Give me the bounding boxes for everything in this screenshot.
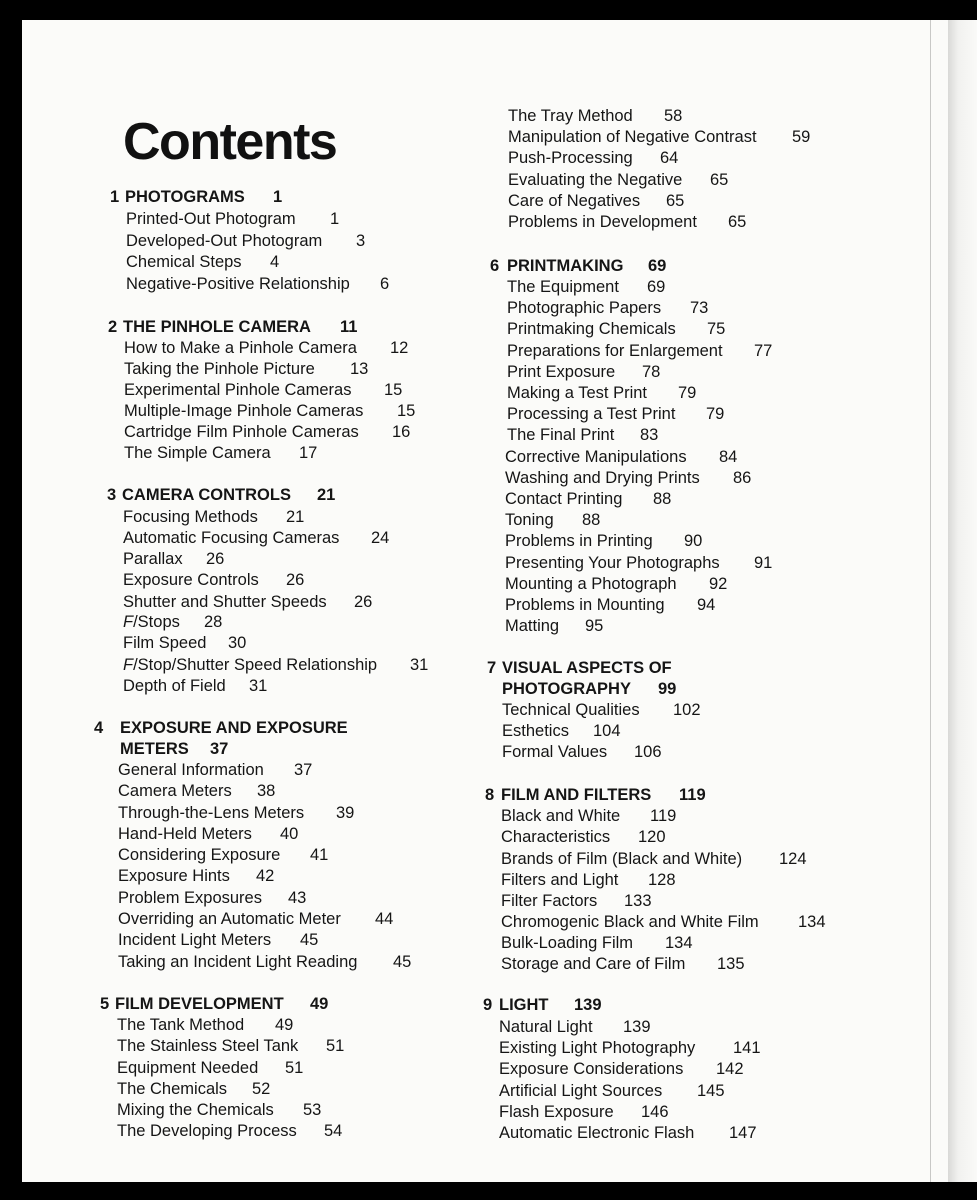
toc-entry-title: Photographic Papers [507,299,662,317]
toc-entry-page-number: 128 [648,871,676,889]
toc-entry-page-number: 26 [354,593,373,611]
toc-entry-title: Hand-Held Meters [118,825,252,843]
toc-entry-title: Incident Light Meters [118,931,272,949]
toc-entry-page-number: 12 [390,339,409,357]
toc-entry-title: General Information [118,761,264,779]
toc-entry-title: Depth of Field [123,677,226,695]
toc-entry-title: F/Stops [123,613,180,631]
toc-entry-page-number: 79 [706,405,725,423]
toc-entry-page-number: 15 [384,381,403,399]
toc-entry-title: The Stainless Steel Tank [117,1037,299,1055]
chapter-number: 8 [485,786,495,804]
toc-entry-page-number: 53 [303,1101,322,1119]
page-fold-line [930,20,931,1182]
toc-entry-title: Exposure Hints [118,867,230,885]
toc-entry-page-number: 86 [733,469,752,487]
toc-entry-title: Technical Qualities [502,701,640,719]
toc-entry-title: Taking the Pinhole Picture [124,360,315,378]
toc-entry-title: Care of Negatives [508,192,641,210]
toc-entry-title: Brands of Film (Black and White) [501,850,743,868]
toc-entry-title: Automatic Focusing Cameras [123,529,340,547]
toc-entry-page-number: 41 [310,846,329,864]
chapter-page-number: 69 [648,257,667,275]
toc-entry-page-number: 30 [228,634,247,652]
toc-entry-title: Camera Meters [118,782,232,800]
toc-entry-page-number: 102 [673,701,701,719]
toc-entry-page-number: 94 [697,596,716,614]
toc-entry-title: Washing and Drying Prints [505,469,700,487]
toc-entry-title: Presenting Your Photographs [505,554,720,572]
toc-entry-title: Bulk-Loading Film [501,934,634,952]
chapter-title: CAMERA CONTROLS [122,486,291,504]
toc-entry-page-number: 88 [653,490,672,508]
toc-entry-title: Exposure Controls [123,571,259,589]
toc-entry-title: Print Exposure [507,363,616,381]
toc-entry-title: Negative-Positive Relationship [126,275,350,293]
toc-entry-title: Corrective Manipulations [505,448,687,466]
chapter-page-number: 49 [310,995,329,1013]
toc-entry-title: Push-Processing [508,149,633,167]
toc-entry-title: Characteristics [501,828,611,846]
toc-entry-page-number: 26 [206,550,225,568]
chapter-title: LIGHT [499,996,549,1014]
toc-entry-page-number: 134 [665,934,693,952]
toc-entry-page-number: 42 [256,867,275,885]
chapter-title: FILM AND FILTERS [501,786,652,804]
chapter-title: VISUAL ASPECTS OF [502,659,672,677]
toc-entry-page-number: 141 [733,1039,761,1057]
toc-entry-title: The Simple Camera [124,444,271,462]
toc-entry-page-number: 51 [326,1037,345,1055]
toc-entry-title: Evaluating the Negative [508,171,683,189]
toc-entry-title: Through-the-Lens Meters [118,804,305,822]
toc-entry-title: The Final Print [507,426,615,444]
toc-entry-page-number: 146 [641,1103,669,1121]
toc-entry-title: Preparations for Enlargement [507,342,723,360]
chapter-title-continued: PHOTOGRAPHY [502,680,631,698]
chapter-title: EXPOSURE AND EXPOSURE [120,719,348,737]
toc-entry-page-number: 69 [647,278,666,296]
chapter-number: 4 [94,719,104,737]
toc-entry-title: Artificial Light Sources [499,1082,663,1100]
toc-entry-page-number: 37 [294,761,313,779]
toc-entry-page-number: 134 [798,913,826,931]
chapter-page-number: 139 [574,996,602,1014]
toc-entry-title: Shutter and Shutter Speeds [123,593,327,611]
toc-entry-page-number: 73 [690,299,709,317]
toc-entry-title: Manipulation of Negative Contrast [508,128,757,146]
toc-entry-page-number: 78 [642,363,661,381]
toc-entry-title: Printmaking Chemicals [507,320,676,338]
toc-entry-title: Chromogenic Black and White Film [501,913,759,931]
toc-entry-page-number: 4 [270,253,280,271]
toc-entry-title: Toning [505,511,554,529]
toc-entry-title: Filter Factors [501,892,598,910]
toc-entry-page-number: 39 [336,804,355,822]
toc-entry-page-number: 75 [707,320,726,338]
toc-entry-title: The Tank Method [117,1016,245,1034]
toc-entry-page-number: 1 [330,210,340,228]
toc-entry-title: Formal Values [502,743,608,761]
toc-entry-page-number: 104 [593,722,621,740]
toc-entry-title: Contact Printing [505,490,623,508]
toc-entry-page-number: 90 [684,532,703,550]
toc-entry-title: Existing Light Photography [499,1039,696,1057]
toc-entry-page-number: 145 [697,1082,725,1100]
toc-entry-title: Matting [505,617,560,635]
toc-entry-title: Considering Exposure [118,846,281,864]
chapter-number: 1 [110,188,120,206]
toc-entry-page-number: 16 [392,423,411,441]
toc-entry-page-number: 13 [350,360,369,378]
toc-entry-page-number: 17 [299,444,318,462]
toc-entry-title: Mixing the Chemicals [117,1101,274,1119]
toc-entry-page-number: 65 [710,171,729,189]
toc-entry-title: Storage and Care of Film [501,955,686,973]
toc-entry-title: The Developing Process [117,1122,297,1140]
toc-entry-page-number: 52 [252,1080,271,1098]
toc-entry-title: Filters and Light [501,871,619,889]
book-page [22,20,948,1182]
toc-entry-title: Problems in Printing [505,532,653,550]
chapter-title: PHOTOGRAMS [125,188,245,206]
chapter-number: 5 [100,995,110,1013]
toc-entry-page-number: 51 [285,1059,304,1077]
toc-entry-page-number: 77 [754,342,773,360]
toc-entry-title: Automatic Electronic Flash [499,1124,695,1142]
toc-entry-title: Processing a Test Print [507,405,676,423]
toc-entry-page-number: 31 [410,656,429,674]
toc-entry-title: Problems in Mounting [505,596,665,614]
toc-entry-page-number: 38 [257,782,276,800]
toc-entry-title: Natural Light [499,1018,593,1036]
toc-entry-page-number: 58 [664,107,683,125]
chapter-number: 2 [108,318,118,336]
chapter-page-number: 99 [658,680,677,698]
toc-entry-page-number: 31 [249,677,268,695]
toc-entry-title: Multiple-Image Pinhole Cameras [124,402,364,420]
toc-entry-page-number: 28 [204,613,223,631]
toc-entry-page-number: 88 [582,511,601,529]
toc-entry-page-number: 44 [375,910,394,928]
toc-entry-page-number: 79 [678,384,697,402]
toc-entry-page-number: 24 [371,529,390,547]
toc-entry-page-number: 64 [660,149,679,167]
toc-entry-page-number: 49 [275,1016,294,1034]
toc-entry-page-number: 65 [728,213,747,231]
toc-entry-page-number: 59 [792,128,811,146]
toc-entry-title: Taking an Incident Light Reading [118,953,358,971]
toc-entry-title: Cartridge Film Pinhole Cameras [124,423,359,441]
toc-entry-title: Experimental Pinhole Cameras [124,381,352,399]
toc-entry-page-number: 91 [754,554,773,572]
toc-entry-page-number: 92 [709,575,728,593]
chapter-page-number: 119 [679,786,706,804]
page-title: Contents [123,113,337,171]
toc-entry-page-number: 120 [638,828,666,846]
chapter-page-number: 37 [210,740,229,758]
toc-entry-title: F/Stop/Shutter Speed Relationship [123,656,378,674]
toc-entry-title: The Tray Method [508,107,633,125]
chapter-number: 3 [107,486,117,504]
toc-entry-page-number: 26 [286,571,305,589]
chapter-number: 9 [483,996,493,1014]
toc-entry-page-number: 84 [719,448,738,466]
toc-entry-page-number: 21 [286,508,305,526]
chapter-title-continued: METERS [120,740,189,758]
chapter-title: THE PINHOLE CAMERA [123,318,311,336]
toc-entry-title: Making a Test Print [507,384,648,402]
chapter-page-number: 21 [317,486,336,504]
toc-entry-page-number: 15 [397,402,416,420]
chapter-number: 6 [490,257,500,275]
toc-entry-title: Equipment Needed [117,1059,259,1077]
toc-entry-page-number: 139 [623,1018,651,1036]
toc-entry-title: How to Make a Pinhole Camera [124,339,357,357]
toc-entry-page-number: 135 [717,955,745,973]
toc-entry-title: Esthetics [502,722,569,740]
toc-entry-title: Parallax [123,550,183,568]
toc-entry-title: Problem Exposures [118,889,262,907]
toc-entry-page-number: 43 [288,889,307,907]
toc-entry-page-number: 133 [624,892,652,910]
toc-entry-title: Mounting a Photograph [505,575,677,593]
toc-entry-title: Black and White [501,807,621,825]
toc-entry-title: Chemical Steps [126,253,242,271]
toc-entry-page-number: 147 [729,1124,757,1142]
toc-entry-title: Printed-Out Photogram [126,210,296,228]
toc-entry-title: Overriding an Automatic Meter [118,910,341,928]
toc-entry-title: Film Speed [123,634,207,652]
chapter-number: 7 [487,659,497,677]
toc-entry-page-number: 54 [324,1122,343,1140]
toc-entry-title: Developed-Out Photogram [126,232,323,250]
toc-entry-page-number: 106 [634,743,662,761]
toc-entry-page-number: 45 [393,953,412,971]
toc-entry-page-number: 119 [650,807,677,825]
toc-entry-title: The Equipment [507,278,619,296]
toc-entry-title: Focusing Methods [123,508,258,526]
toc-entry-title: Flash Exposure [499,1103,614,1121]
toc-entry-page-number: 45 [300,931,319,949]
facing-page-edge [948,20,977,1182]
chapter-page-number: 11 [340,318,358,336]
toc-entry-page-number: 83 [640,426,659,444]
toc-entry-page-number: 3 [356,232,366,250]
toc-entry-title: Exposure Considerations [499,1060,684,1078]
chapter-page-number: 1 [273,188,283,206]
toc-entry-title: The Chemicals [117,1080,228,1098]
toc-entry-page-number: 40 [280,825,299,843]
toc-entry-page-number: 124 [779,850,807,868]
toc-entry-page-number: 95 [585,617,604,635]
chapter-title: PRINTMAKING [507,257,624,275]
toc-entry-page-number: 65 [666,192,685,210]
toc-entry-title: Problems in Development [508,213,697,231]
toc-entry-page-number: 142 [716,1060,744,1078]
toc-entry-page-number: 6 [380,275,390,293]
chapter-title: FILM DEVELOPMENT [115,995,284,1013]
